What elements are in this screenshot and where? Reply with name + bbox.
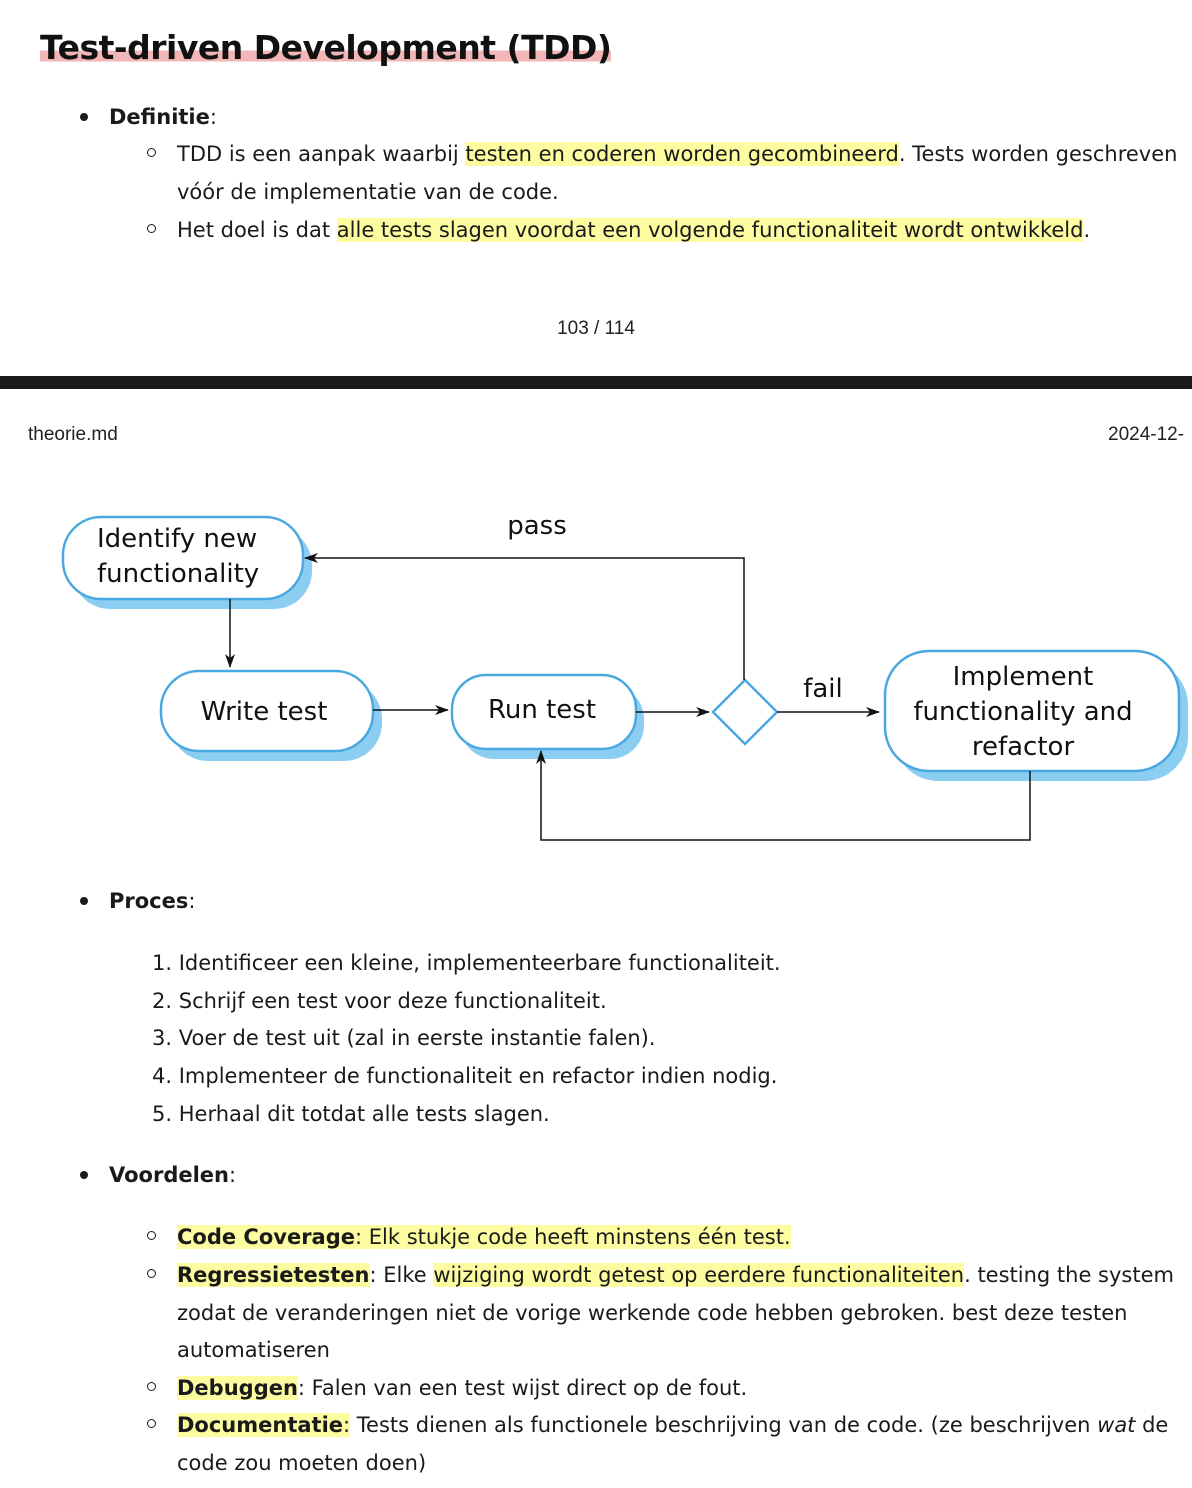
text: : Elk stukje code heeft minstens één test. [355, 1225, 791, 1249]
section-definitie [109, 102, 217, 132]
voordeel-regressie-line3: automatiseren [177, 1338, 330, 1362]
italic-text: wat [1097, 1413, 1136, 1437]
highlight: testen en coderen worden gecombineerd [465, 142, 899, 166]
colon: : [188, 889, 196, 913]
node-run-test-label: Run test [487, 695, 597, 725]
term-debuggen: Debuggen [177, 1376, 298, 1400]
term-documentatie: Documentatie [177, 1413, 344, 1437]
step-number: 4. [152, 1064, 173, 1088]
voordeel-regressie [177, 1256, 1174, 1294]
arrow-pass-loop [305, 558, 744, 680]
term-regressietesten: Regressietesten [177, 1263, 370, 1287]
page-title [40, 28, 611, 67]
text: de [1135, 1413, 1169, 1437]
step-text: Implementeer de functionaliteit en refactor indien nodig. [178, 1064, 778, 1088]
definitie-item-1-line2: vóór de implementatie van de code. [177, 180, 559, 204]
text: Het doel is dat [177, 218, 337, 242]
step-number: 2. [152, 989, 173, 1013]
step-text: Identificeer een kleine, implementeerbare functionaliteit. [178, 951, 781, 975]
bullet-definitie [80, 113, 88, 121]
section-proces [109, 886, 195, 916]
node-implement-line2: functionality and [913, 697, 1133, 727]
step-number: 3. [152, 1026, 173, 1050]
voordeel-documentatie [177, 1406, 1168, 1444]
page-title-text: Test-driven Development (TDD) [40, 28, 612, 67]
proces-step-1 [152, 944, 781, 982]
proces-step-3 [152, 1019, 656, 1057]
node-identify [63, 517, 303, 599]
bullet-circle [147, 148, 156, 157]
definitie-item-1 [177, 135, 1177, 173]
text: : Falen van een test wijst direct op de fout. [297, 1376, 748, 1400]
bullet-voordelen [80, 1171, 88, 1179]
voordeel-regressie-line2: zodat de veranderingen niet de vorige werkende code hebben gebroken. best deze testen [177, 1301, 1128, 1325]
voordeel-debuggen [177, 1369, 747, 1407]
colon: : [228, 1163, 237, 1187]
highlight: alle tests slagen voordat een volgende functionaliteit wordt ontwikkeld [336, 218, 1084, 242]
decision-diamond [713, 680, 777, 744]
highlight [177, 1413, 350, 1437]
text: TDD is een aanpak waarbij [177, 142, 466, 166]
bullet-circle [147, 224, 156, 233]
definitie-item-2 [177, 211, 1090, 249]
text: Tests dienen als functionele beschrijving van de code. (ze beschrijven [350, 1413, 1098, 1437]
header-filename: theorie.md [28, 424, 118, 445]
label-fail: fail [803, 674, 843, 704]
node-identify-line1: Identify new [97, 524, 258, 554]
node-run-test [452, 675, 636, 749]
bullet-circle [147, 1231, 156, 1240]
highlight: wijziging wordt getest op eerdere functionaliteiten [433, 1263, 965, 1287]
node-write-test [161, 671, 373, 751]
label-pass: pass [507, 511, 567, 541]
page-separator [0, 376, 1192, 389]
step-text: Herhaal dit totdat alle tests slagen. [178, 1102, 550, 1126]
voordeel-documentatie-line2: code zou moeten doen) [177, 1451, 427, 1475]
text: . Tests worden geschreven [898, 142, 1178, 166]
header-date: 2024-12- [1108, 424, 1185, 445]
label-proces: Proces [109, 889, 189, 913]
highlight [177, 1225, 791, 1249]
bullet-circle [147, 1419, 156, 1428]
node-implement-line3: refactor [971, 732, 1075, 762]
step-text: Schrijf een test voor deze functionaliteit. [178, 989, 607, 1013]
bullet-proces [80, 897, 88, 905]
step-number: 1. [152, 951, 173, 975]
proces-step-2 [152, 982, 607, 1020]
node-implement-line1: Implement [952, 662, 1094, 692]
voordeel-coverage [177, 1218, 791, 1256]
label-definitie: Definitie [109, 105, 210, 129]
step-number: 5. [152, 1102, 173, 1126]
step-text: Voer de test uit (zal in eerste instantie falen). [178, 1026, 656, 1050]
node-implement [885, 651, 1179, 771]
section-voordelen [109, 1160, 236, 1190]
node-identify-line2: functionality [97, 559, 260, 589]
colon: : [343, 1413, 351, 1437]
bullet-circle [147, 1382, 156, 1391]
text: : Elke [369, 1263, 434, 1287]
term-code-coverage: Code Coverage [177, 1225, 355, 1249]
tdd-diagram [0, 470, 1192, 870]
page-number: 103 / 114 [557, 318, 635, 339]
label-voordelen: Voordelen [109, 1163, 229, 1187]
node-write-test-label: Write test [200, 697, 328, 727]
bullet-circle [147, 1269, 156, 1278]
text: . [1083, 218, 1091, 242]
proces-step-4 [152, 1057, 777, 1095]
proces-step-5 [152, 1095, 550, 1133]
colon: : [209, 105, 217, 129]
text: . testing the system [964, 1263, 1174, 1287]
